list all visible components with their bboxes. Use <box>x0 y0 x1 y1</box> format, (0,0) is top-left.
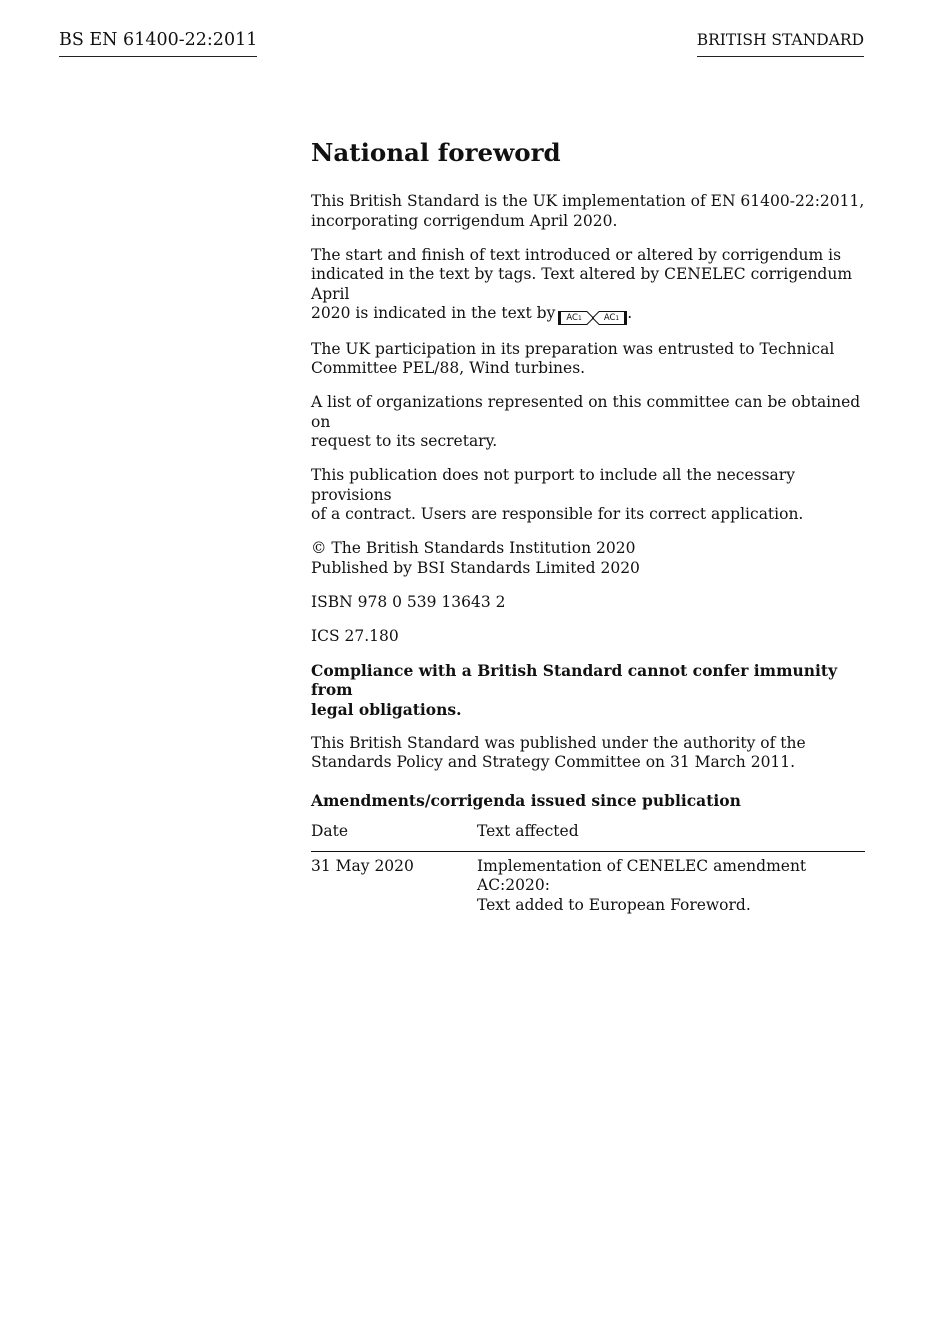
amendment-text-affected <box>477 851 865 915</box>
amendment-date: 31 May 2020 <box>311 856 414 875</box>
corrigendum-tags-paragraph <box>311 246 865 326</box>
amendments-heading: Amendments/corrigenda issued since publication <box>311 790 741 810</box>
table-row <box>311 851 865 915</box>
committee-paragraph <box>311 340 865 379</box>
text-line: The UK participation in its preparation was entrusted to Technical <box>311 339 835 358</box>
tag-label: AC <box>603 313 616 323</box>
column-header-text-affected: Text affected <box>477 821 865 852</box>
text-line: Standards Policy and Strategy Committee on 31 March 2011. <box>311 753 796 771</box>
text-line: of a contract. Users are responsible for its correct application. <box>311 505 804 523</box>
isbn: ISBN 978 0 539 13643 2 <box>311 592 506 611</box>
tag-subscript: 1 <box>615 315 620 322</box>
text-line: legal obligations. <box>311 699 462 719</box>
organizations-paragraph <box>311 393 865 452</box>
text-line: This British Standard is the UK implementation of EN 61400-22:2011, <box>311 192 865 210</box>
text-line <box>311 304 865 325</box>
ics-code: ICS 27.180 <box>311 626 399 645</box>
corrigendum-open-tag-icon <box>558 311 586 325</box>
copyright-paragraph <box>311 539 865 578</box>
implementation-paragraph <box>311 192 865 231</box>
text-line: Implementation of CENELEC amendment AC:2020: <box>477 856 807 894</box>
text-line: indicated in the text by tags. Text altered by CENELEC corrigendum April <box>311 265 853 303</box>
text-line: This British Standard was published under the authority of the <box>311 733 806 752</box>
page-title: National foreword <box>311 138 561 167</box>
corrigendum-close-tag-icon <box>599 311 627 325</box>
text-line: A list of organizations represented on this committee can be obtained on <box>311 393 861 431</box>
column-header-date: Date <box>311 821 477 852</box>
text-line: Published by BSI Standards Limited 2020 <box>311 558 640 577</box>
text-line: request to its secretary. <box>311 432 498 450</box>
text-line: This publication does not purport to include all the necessary provisions <box>311 466 795 504</box>
table-header-row <box>311 821 865 852</box>
text-line: Compliance with a British Standard cannot confer immunity from <box>311 660 838 699</box>
standard-series-label: BRITISH STANDARD <box>697 31 864 57</box>
national-foreword-section <box>311 138 865 915</box>
tag-subscript: 1 <box>577 315 582 322</box>
text-line: The start and finish of text introduced or altered by corrigendum is <box>311 245 842 264</box>
text-fragment: 2020 is indicated in the text by <box>311 304 556 322</box>
contract-disclaimer-paragraph <box>311 466 865 525</box>
document-designation: BS EN 61400-22:2011 <box>59 30 257 57</box>
text-line: Text added to European Foreword. <box>477 895 751 914</box>
compliance-notice <box>311 661 865 720</box>
text-line: Committee PEL/88, Wind turbines. <box>311 359 586 377</box>
authority-paragraph <box>311 734 865 773</box>
tag-label: AC <box>566 313 578 323</box>
text-line: incorporating corrigendum April 2020. <box>311 211 618 230</box>
amendments-table <box>311 821 865 916</box>
text-fragment: . <box>627 304 633 322</box>
text-line: © The British Standards Institution 2020 <box>311 539 636 557</box>
